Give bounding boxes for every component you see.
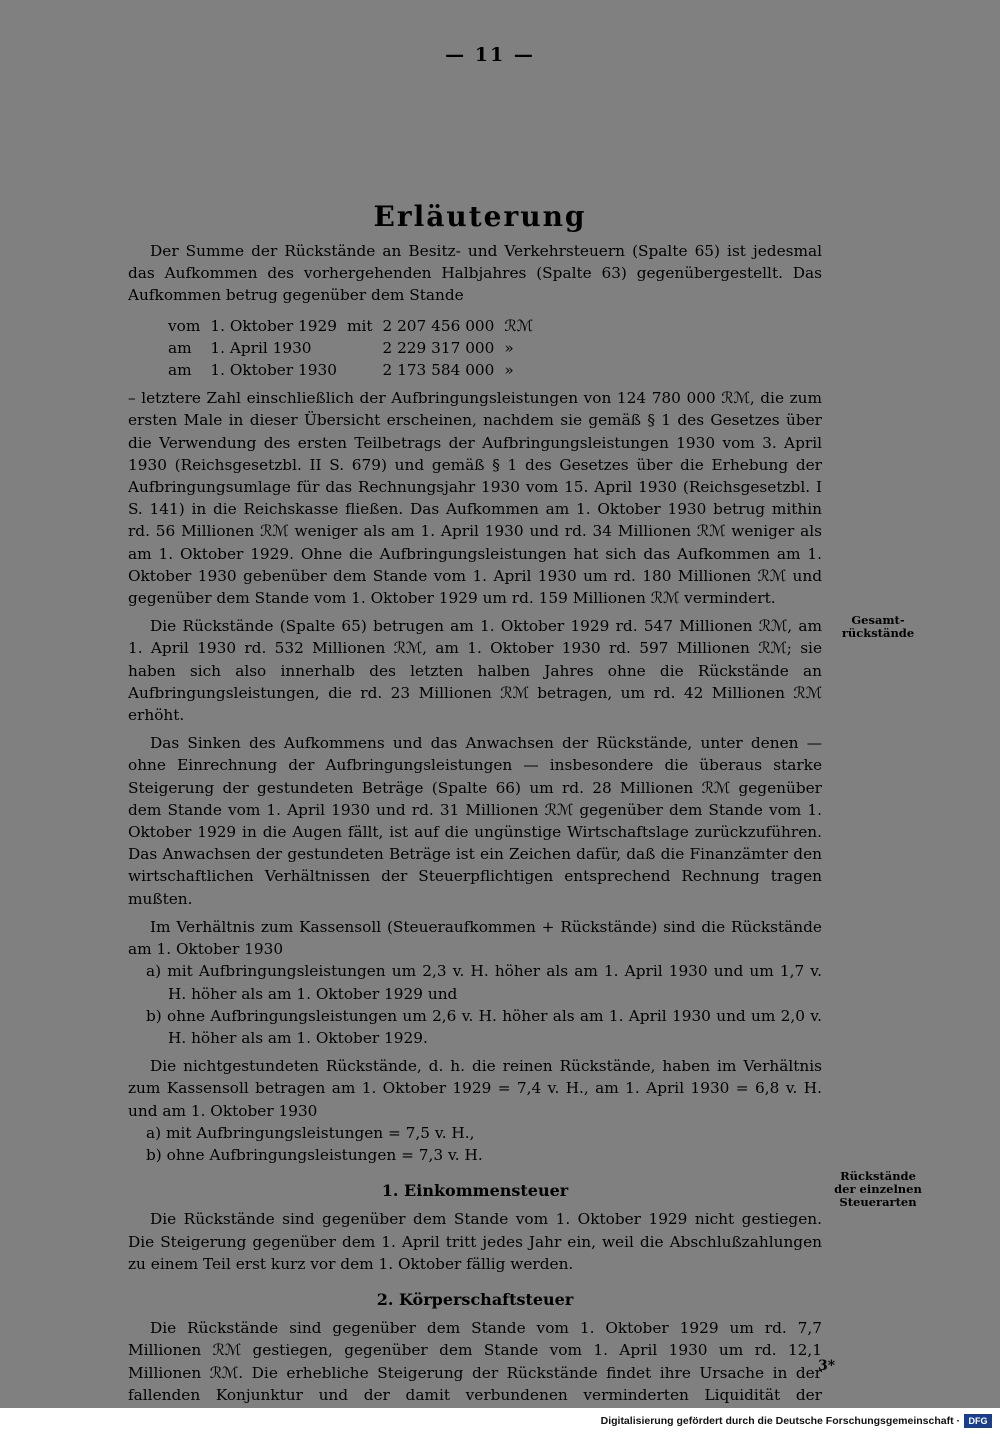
table-row: am 1. April 1930 2 229 317 000 » [168,338,514,357]
paragraph-sinken: Das Sinken des Aufkommens und das Anwachsen der Rückstände, unter denen — ohne Einrechnung der Aufbringungsleistungen — insbesondere die überaus starke Steigerung der gestundeten Beträge (Spalte 66) um rd. 28 Millionen ℛℳ gegenüber dem Stande vom 1. April 1930 und rd. 31 Millionen ℛℳ gegenüber dem Stande vom 1. Oktober 1929 in die Augen fällt, ist auf die ungünstige Wirtschaftslage zurückzuführen. Das Anwachsen der gestundeten Beträge ist ein Zeichen dafür, daß die Finanzämter den wirtschaftlichen Verhältnissen der Steuerpflichtigen entsprechend Rechnung tragen mußten. [128,734,822,908]
intro-paragraph: Der Summe der Rückstände an Besitz- und Verkehrsteuern (Spalte 65) ist jedesmal das Aufkommen des vorhergehenden Halbjahres (Spalte 63) gegenübergestellt. Das Aufkommen betrug gegenüber dem Stande [128,242,822,305]
paragraph-aufkommen: – letztere Zahl einschließlich der Aufbringungsleistungen von 124 780 000 ℛℳ, die zum ersten Male in dieser Übersicht erscheinen, nachdem sie gemäß § 1 des Gesetzes über die Verwendung des ersten Teilbetrags der Aufbringungsleistungen 1930 vom 3. April 1930 (Reichsgesetzbl. II S. 679) und gemäß § 1 des Gesetzes über die Erhebung der Aufbringungsumlage für das Rechnungsjahr 1930 vom 15. April 1930 (Reichsgesetzbl. I S. 141) in die Reichskasse fließen. Das Aufkommen am 1. Oktober 1930 betrug mithin rd. 56 Millionen ℛℳ weniger als am 1. April 1930 und rd. 34 Millionen ℛℳ weniger als am 1. Oktober 1929. Ohne die Aufbringungsleistungen hat sich das Aufkommen am 1. Oktober 1930 gebenüber dem Stande vom 1. April 1930 um rd. 180 Millionen ℛℳ und gegenüber dem Stande vom 1. Oktober 1929 um rd. 159 Millionen ℛℳ vermindert. [128,389,822,608]
list-item: a) mit Aufbringungsleistungen um 2,3 v. H. höher als am 1. April 1930 und um 1,7 v. H. höher als am 1. Oktober 1929 und [146,962,822,1003]
paragraph-nichtgestundet: Die nichtgestundeten Rückstände, d. h. die reinen Rückstände, haben im Verhältnis zum Kassensoll betragen am 1. Oktober 1929 = 7,4 v. H., am 1. April 1930 = 6,8 v. H. und am 1. Oktober 1930 [128,1057,822,1120]
section-heading: 1. Einkommensteuer [381,1181,569,1201]
revenue-table [168,315,543,382]
list-item: a) mit Aufbringungsleistungen = 7,5 v. H., [146,1123,475,1142]
page-title: Erläuterung [373,200,587,233]
margin-note-gesamt: Gesamt- rückstände [841,613,915,640]
main-text [128,240,822,1428]
list-item: b) ohne Aufbringungsleistungen = 7,3 v. H. [146,1145,483,1164]
paragraph-verhaeltnis: Im Verhältnis zum Kassensoll (Steueraufkommen + Rückstände) sind die Rückstände am 1. Oktober 1930 [128,917,822,959]
section-paragraph: Die Rückstände sind gegenüber dem Stande vom 1. Oktober 1929 nicht gestiegen. Die Steigerung gegenüber dem 1. April tritt jedes Jahr ein, weil die Abschlußzahlungen zu einem Teil erst kurz vor dem 1. Oktober fällig werden. [128,1210,822,1273]
signature-mark: 3* [818,1358,836,1374]
footer-text: Digitalisierung gefördert durch die Deutsche Forschungsgemeinschaft · [600,1415,960,1427]
table-row: am 1. Oktober 1930 2 173 584 000 » [168,361,514,380]
section-paragraph: Die Rückstände sind gegenüber dem Stande vom 1. Oktober 1929 um rd. 7,7 Millionen ℛℳ gestiegen, gegenüber dem Stande vom 1. April 1930 um rd. 12,1 Millionen ℛℳ. Die erhebliche Steigerung der Rückstände findet ihre Ursache in der fallenden Konjunktur und der damit verbundenen verminderten Liquidität der [128,1319,822,1404]
table-row: vom 1. Oktober 1929 mit 2 207 456 000 ℛℳ [168,316,533,335]
section-heading: 2. Körperschaftsteuer [376,1289,574,1309]
dfg-logo: DFG [964,1414,992,1428]
page-number: — 11 — [445,44,535,66]
digitization-footer [0,1408,1000,1434]
margin-note-einzeln: Rückstände der einzelnen Steuerarten [834,1169,922,1209]
paragraph-rueckstaende: Die Rückstände (Spalte 65) betrugen am 1. Oktober 1929 rd. 547 Millionen ℛℳ, am 1. April 1930 rd. 532 Millionen ℛℳ, am 1. Oktober 1930 rd. 597 Millionen ℛℳ; sie haben sich also innerhalb des letzten halben Jahres ohne die Rückstände an Aufbringungsleistungen, die rd. 23 Millionen ℛℳ betragen, um rd. 42 Millionen ℛℳ erhöht. [128,617,822,725]
list-item: b) ohne Aufbringungsleistungen um 2,6 v. H. höher als am 1. April 1930 und um 2,0 v. H. höher als am 1. Oktober 1929. [146,1006,822,1047]
